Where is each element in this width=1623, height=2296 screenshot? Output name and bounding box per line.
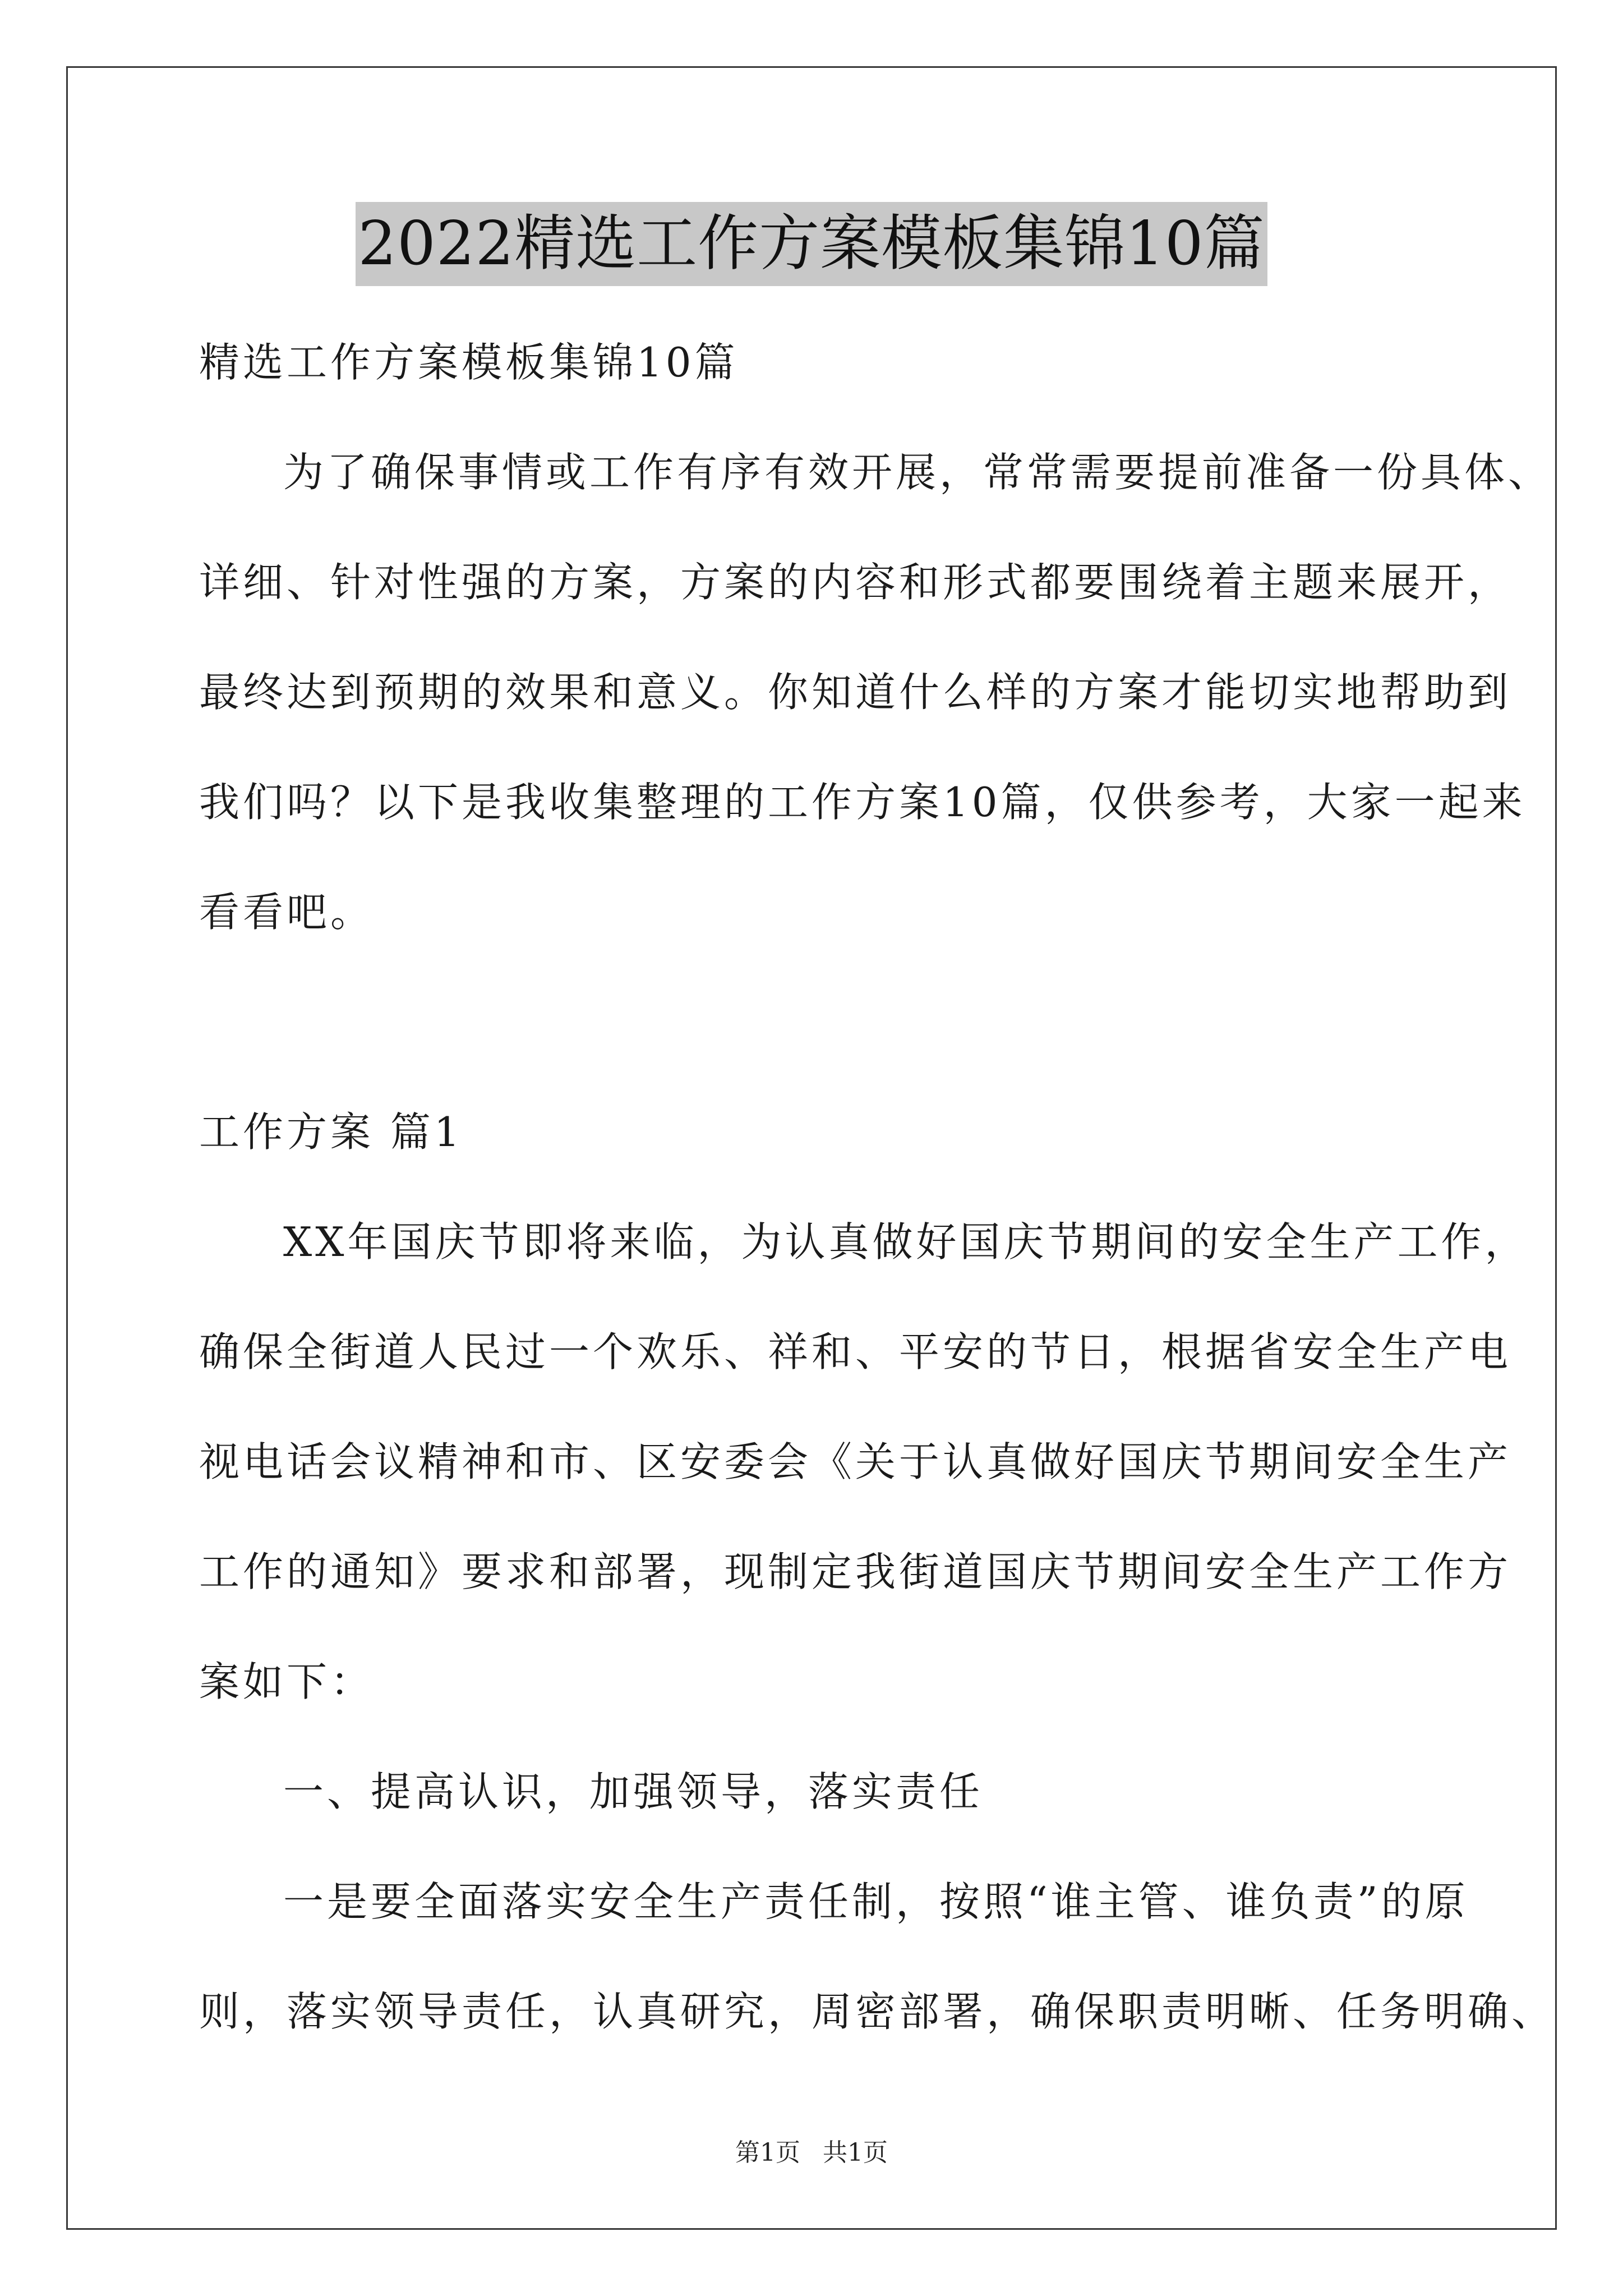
paragraph-line: XX年国庆节即将来临，为认真做好国庆节期间的安全生产工作，: [283, 1218, 1529, 1266]
paragraph-line: 最终达到预期的效果和意义。你知道什么样的方案才能切实地帮助到: [199, 669, 1512, 716]
document-title: 2022精选工作方案模板集锦10篇: [356, 202, 1267, 286]
page-footer: [0, 2136, 1623, 2170]
paragraph-line: 详细、针对性强的方案，方案的内容和形式都要围绕着主题来展开，: [199, 559, 1512, 606]
paragraph-line: 看看吧。: [199, 889, 375, 936]
paragraph-line: 一是要全面落实安全生产责任制，按照“谁主管、谁负责”的原: [283, 1878, 1469, 1925]
page-number: 第1页: [735, 2138, 800, 2167]
paragraph-line: 工作的通知》要求和部署，现制定我街道国庆节期间安全生产工作方: [199, 1548, 1512, 1595]
paragraph-line: 则，落实领导责任，认真研究，周密部署，确保职责明晰、任务明确、: [199, 1988, 1556, 2035]
paragraph-line: 视电话会议精神和市、区安委会《关于认真做好国庆节期间安全生产: [199, 1438, 1512, 1485]
paragraph-line: 一、提高认识，加强领导，落实责任: [283, 1768, 984, 1815]
paragraph-line: 精选工作方案模板集锦10篇: [199, 339, 739, 386]
paragraph-line: 工作方案 篇1: [199, 1108, 463, 1156]
document-body: [199, 307, 1556, 2067]
paragraph-line: 我们吗？以下是我收集整理的工作方案10篇，仅供参考，大家一起来: [199, 779, 1526, 826]
page-total: 共1页: [823, 2138, 888, 2167]
paragraph-line: 确保全街道人民过一个欢乐、祥和、平安的节日，根据省安全生产电: [199, 1328, 1512, 1375]
blank-line: [199, 967, 1467, 1077]
paragraph-line: 为了确保事情或工作有序有效开展，常常需要提前准备一份具体、: [283, 449, 1552, 496]
paragraph-line: 案如下：: [199, 1658, 375, 1705]
title-container: [0, 202, 1623, 286]
